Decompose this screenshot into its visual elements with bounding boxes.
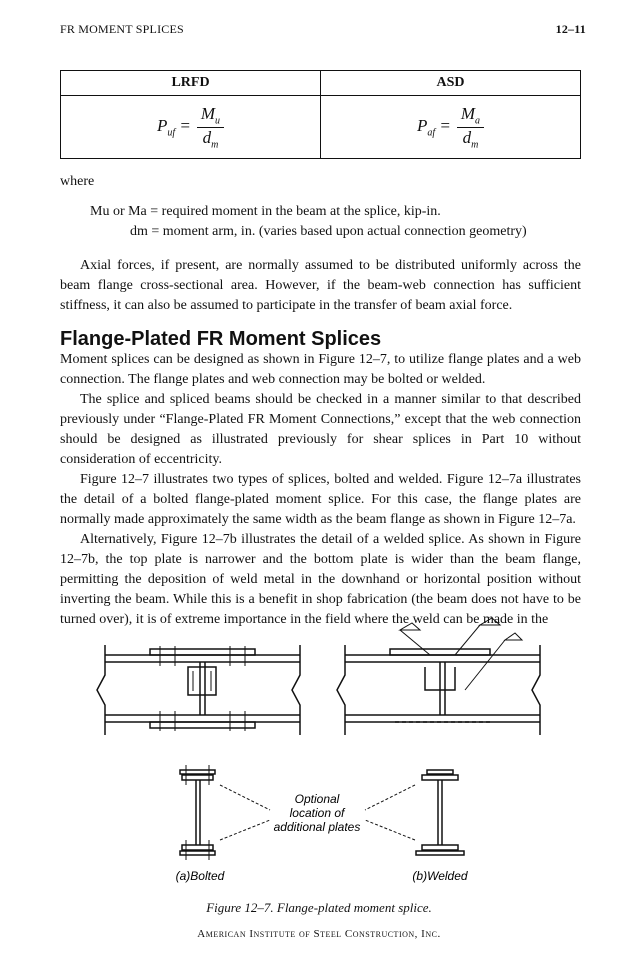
asd-header: ASD — [321, 71, 581, 96]
figure-note-line2: location of — [289, 806, 345, 820]
asd-formula: $P_{af}$ = $\frac{M_a}{d_m}$ — [321, 96, 581, 159]
figure-note-line3: additional plates — [273, 820, 361, 834]
figure-label-bolted: (a)Bolted — [175, 869, 225, 883]
section-title: Flange-Plated FR Moment Splices — [60, 328, 382, 350]
running-header: FR MOMENT SPLICES — [60, 22, 184, 36]
definition-moment: Mu or Ma = required moment in the beam at the splice, kip-in. — [90, 204, 441, 219]
lrfd-header: LRFD — [61, 71, 321, 96]
where-label: where — [60, 174, 95, 189]
definition-moment-arm: dm = moment arm, in. (varies based upon actual connection geometry) — [130, 224, 527, 239]
body-paragraph: The splice and spliced beams should be checked in a manner similar to that described previously under “Flange-Plated FR Moment Connections,” except that the web connection should be designed as illustrated previously for shear splices in Part 10 without consideration of eccentricity. — [60, 392, 581, 467]
body-paragraph: Alternatively, Figure 12–7b illustrates the detail of a welded splice. As shown in Figure 12–7b, the top plate is narrower and the bottom plate is wider than the beam flange, permitting the deposition of weld metal in the downhand or horizontal position without inverting the beam. While this is a benefit in shop fabrication (the beam does not have to be turned over), it is of extreme importance in the field where the weld can be made in the — [60, 532, 581, 627]
lrfd-formula: $P_{uf}$ = $\frac{M_u}{d_m}$ — [61, 96, 321, 159]
page-number: 12–11 — [555, 22, 586, 36]
figure-note-line1: Optional — [294, 792, 340, 806]
body-paragraph: Figure 12–7 illustrates two types of splices, bolted and welded. Figure 12–7a illustrates the detail of a bolted flange-plated moment splice. For this case, the flange plates are normally made approximately the same width as the beam flange as shown in Figure 12–7a. — [60, 472, 581, 527]
body-paragraph: Moment splices can be designed as shown in Figure 12–7, to utilize flange plates and a web connection. The flange plates and web connection may be bolted or welded. — [60, 352, 581, 387]
lrfd-asd-table — [60, 70, 581, 159]
figure-caption: Figure 12–7. Flange-plated moment splice. — [206, 900, 432, 915]
figure-label-welded: (b)Welded — [412, 869, 468, 883]
body-text — [60, 350, 581, 630]
splice-figure — [60, 615, 581, 890]
axial-force-paragraph: Axial forces, if present, are normally assumed to be distributed uniformly across the beam flange cross-sectional area. However, if the beam-web connection has sufficient stiffness, it can also be assumed to participate in the transfer of beam axial force. — [60, 258, 581, 313]
page-footer: American Institute of Steel Construction, Inc. — [197, 928, 441, 940]
